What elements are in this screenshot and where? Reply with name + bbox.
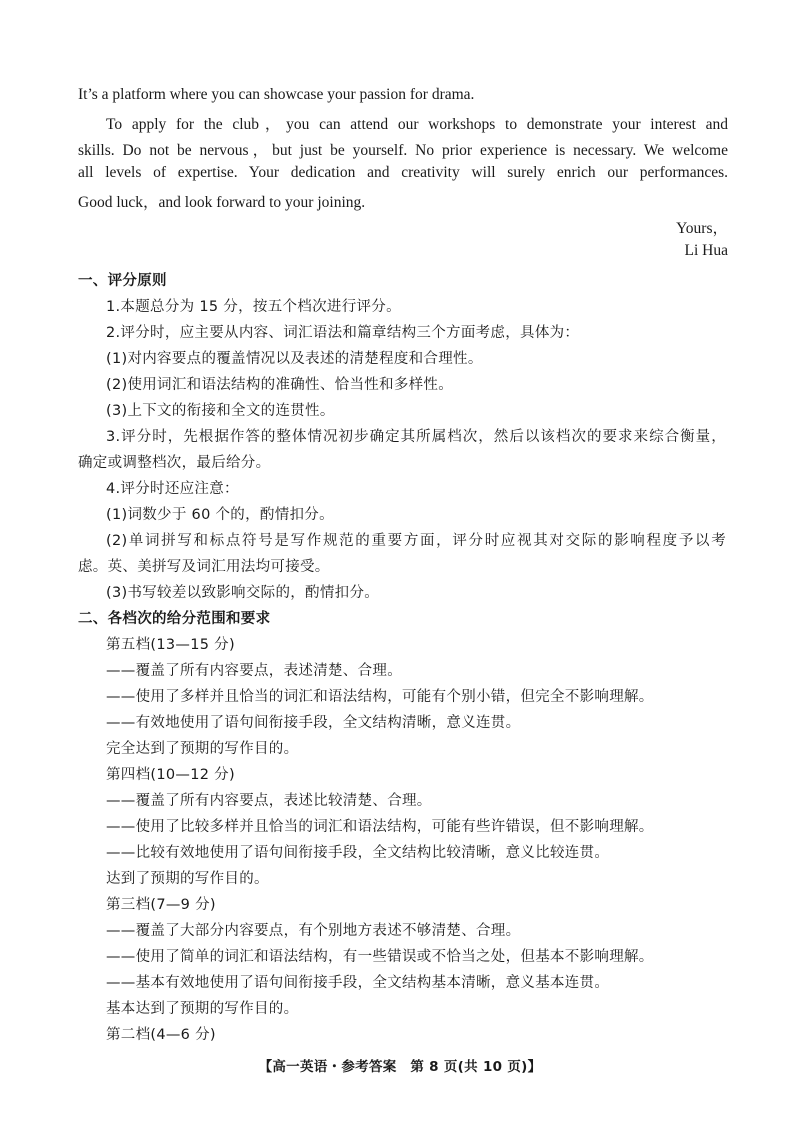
section1-line: 3.评分时，先根据作答的整体情况初步确定其所属档次，然后以该档次的要求来综合衡量， [106, 429, 726, 445]
section1-line: (2)使用词汇和语法结构的准确性、恰当性和多样性。 [106, 377, 454, 393]
section1-line: 2.评分时，应主要从内容、词汇语法和篇章结构三个方面考虑，具体为： [106, 325, 580, 341]
grade-summary: 基本达到了预期的写作目的。 [106, 1001, 299, 1017]
grade-criterion: ——使用了多样并且恰当的词汇和语法结构，可能有个别小错，但完全不影响理解。 [106, 689, 654, 705]
grade-title: 第四档(10—12 分) [106, 767, 235, 783]
grade-criterion: ——使用了简单的词汇和语法结构，有一些错误或不恰当之处，但基本不影响理解。 [106, 949, 654, 965]
letter-line-5: Good luck，and look forward to your joining. [78, 194, 366, 211]
grade-criterion: ——覆盖了所有内容要点，表述清楚、合理。 [106, 663, 402, 679]
grade-criterion: ——使用了比较多样并且恰当的词汇和语法结构，可能有些许错误，但不影响理解。 [106, 819, 654, 835]
section1-line: 虑。英、美拼写及词汇用法均可接受。 [78, 559, 330, 575]
grade-title: 第二档(4—6 分) [106, 1027, 216, 1043]
section1-heading: 一、评分原则 [78, 273, 167, 289]
page-footer: 【高一英语・参考答案 第 8 页(共 10 页)】 [258, 1059, 542, 1075]
grade-criterion: ——基本有效地使用了语句间衔接手段，全文结构基本清晰，意义基本连贯。 [106, 975, 610, 991]
letter-line-2: To apply for the club，you can attend our workshops to demonstrate your interest and [106, 116, 728, 133]
grade-summary: 完全达到了预期的写作目的。 [106, 741, 299, 757]
grade-title: 第三档(7—9 分) [106, 897, 216, 913]
section1-line: (1)对内容要点的覆盖情况以及表述的清楚程度和合理性。 [106, 351, 483, 367]
letter-closing: Yours， [676, 220, 728, 237]
section1-line: 1.本题总分为 15 分，按五个档次进行评分。 [106, 299, 401, 315]
letter-line-4: all levels of expertise. Your dedication and creativity will surely enrich our performances. [78, 164, 728, 181]
grade-criterion: ——有效地使用了语句间衔接手段，全文结构清晰，意义连贯。 [106, 715, 521, 731]
section1-line: 4.评分时还应注意： [106, 481, 239, 497]
letter-line-1: It’s a platform where you can showcase your passion for drama. [78, 86, 475, 103]
grade-criterion: ——覆盖了所有内容要点，表述比较清楚、合理。 [106, 793, 432, 809]
letter-line-3: skills. Do not be nervous，but just be yourself. No prior experience is necessary. We welcome [78, 142, 728, 159]
letter-signature: Li Hua [684, 242, 728, 259]
grade-criterion: ——比较有效地使用了语句间衔接手段，全文结构比较清晰，意义比较连贯。 [106, 845, 610, 861]
grade-criterion: ——覆盖了大部分内容要点，有个别地方表述不够清楚、合理。 [106, 923, 521, 939]
section1-line: (2)单词拼写和标点符号是写作规范的重要方面，评分时应视其对交际的影响程度予以考 [106, 533, 726, 549]
section1-line: (3)上下文的衔接和全文的连贯性。 [106, 403, 335, 419]
section1-line: (3)书写较差以致影响交际的，酌情扣分。 [106, 585, 380, 601]
section2-heading: 二、各档次的给分范围和要求 [78, 611, 271, 627]
grade-summary: 达到了预期的写作目的。 [106, 871, 269, 887]
section1-line: 确定或调整档次，最后给分。 [78, 455, 271, 471]
grade-title: 第五档(13—15 分) [106, 637, 235, 653]
section1-line: (1)词数少于 60 个的，酌情扣分。 [106, 507, 334, 523]
